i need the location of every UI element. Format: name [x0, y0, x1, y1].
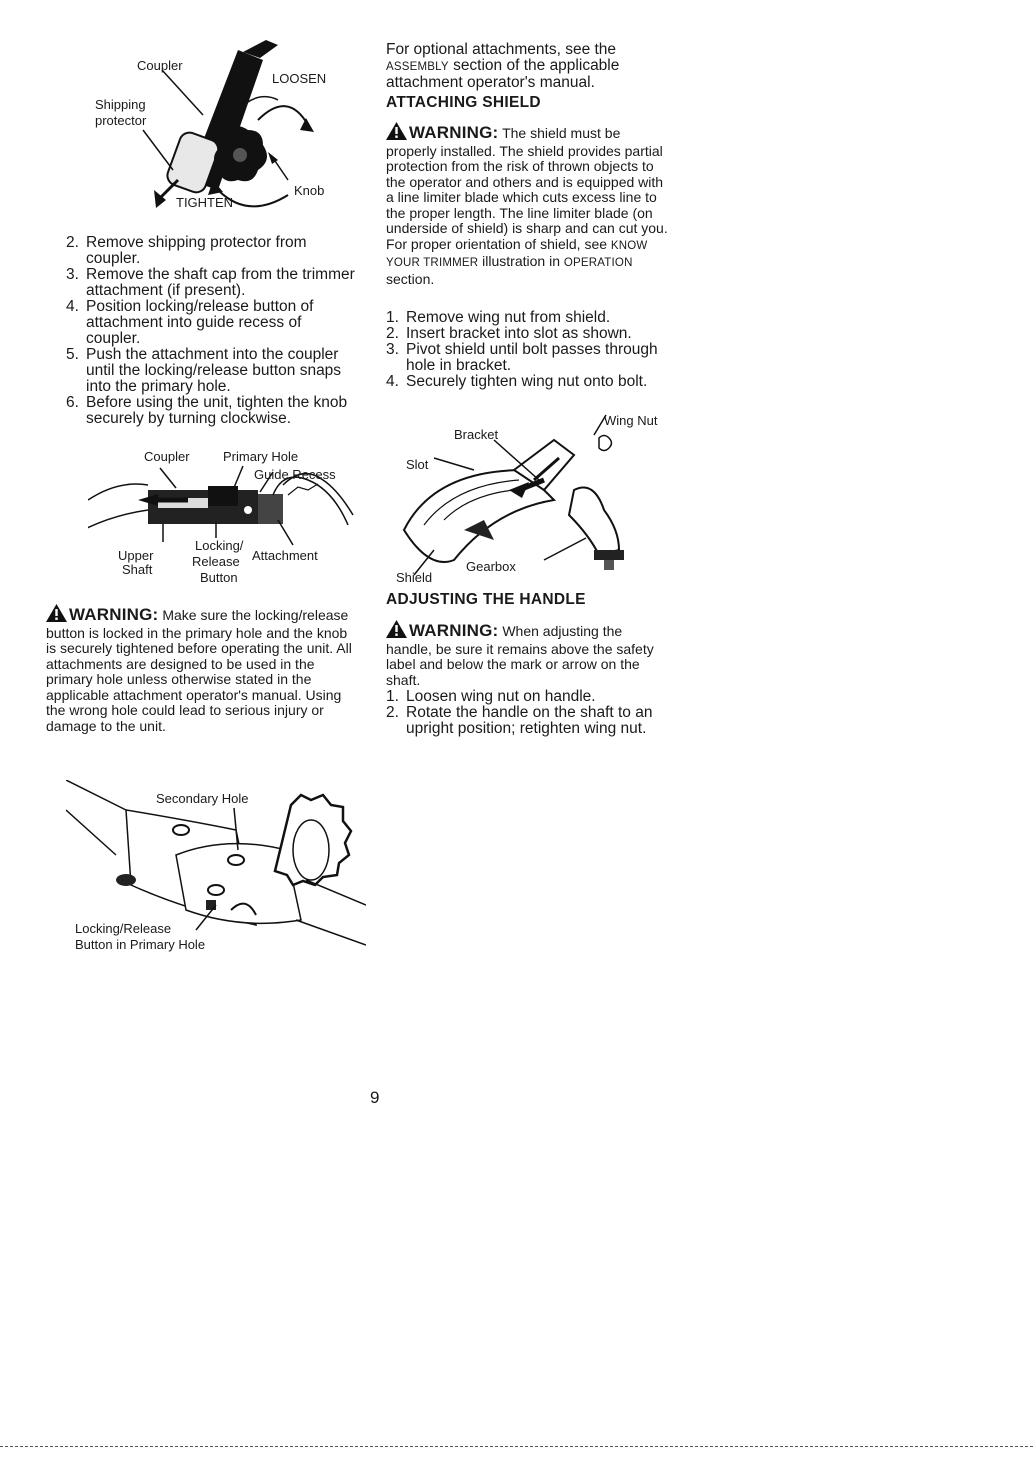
label-guide-recess: Guide Recess [254, 467, 336, 482]
heading-adjusting-handle: ADJUSTING THE HANDLE [386, 591, 586, 608]
label-wing-nut: Wing Nut [604, 413, 658, 428]
handle-steps-list [386, 689, 670, 737]
heading-attaching-shield: ATTACHING SHIELD [386, 94, 541, 111]
label-locking-release: Locking/Release [75, 921, 172, 936]
label-button: Button [200, 570, 238, 585]
warning-locking-button [46, 604, 352, 734]
step-item: 2. Insert bracket into slot as shown. [386, 325, 632, 342]
label-tighten: TIGHTEN [176, 195, 234, 210]
figure-secondary-hole [66, 780, 366, 960]
label-gearbox: Gearbox [466, 559, 516, 574]
label-bracket: Bracket [454, 427, 499, 442]
step-item: 4. Securely tighten wing nut onto bolt. [386, 373, 648, 390]
step-item: 3. Remove the shaft cap from the trimmer attachment (if present). [66, 266, 355, 299]
figure-coupler-knob [88, 40, 358, 220]
label-coupler: Coupler [137, 58, 183, 73]
page-number: 9 [370, 1088, 380, 1107]
step-item: 1. Remove wing nut from shield. [386, 309, 611, 326]
label-secondary-hole: Secondary Hole [156, 791, 249, 806]
warning-triangle-icon [46, 604, 67, 626]
label-coupler: Coupler [144, 449, 190, 464]
figure-attachment-coupler [88, 450, 358, 590]
label-primary-hole: Primary Hole [223, 449, 299, 464]
label-attachment: Attachment [252, 548, 318, 563]
label-protector: protector [95, 113, 147, 128]
step-item: 1. Loosen wing nut on handle. [386, 688, 596, 705]
warning-triangle-icon [386, 122, 407, 144]
warning-triangle-icon [386, 620, 407, 642]
step-item: 2. Rotate the handle on the shaft to an upright position; retighten wing nut. [386, 704, 653, 737]
shield-install-illustration [394, 410, 654, 590]
page-bottom-rule [0, 1446, 1033, 1447]
warning-shield: WARNING: The shield must be properly installed. The shield provides partial protection from the risk of thrown objects to the operator and others and is equipped with a line limiter blade which cuts excess line to the proper length. The line limiter blade (on underside of shield) is sharp and can cut you. For proper orientation of shield, see KNOW YOUR TRIMMER illustration in OPERATION section. [386, 123, 668, 287]
warning-title: WARNING: [69, 605, 159, 624]
step-item: 4. Position locking/release button of attachment into guide recess of coupler. [66, 298, 314, 347]
figure-shield-install [394, 410, 658, 590]
label-shield: Shield [396, 570, 433, 585]
label-upper: Upper [118, 548, 154, 563]
label-slot: Slot [406, 457, 429, 472]
label-loosen: LOOSEN [272, 71, 327, 86]
warning-title: WARNING: [409, 123, 499, 142]
warning-handle: WARNING: When adjusting the handle, be sure it remains above the safety label and below the mark or arrow on the shaft. [386, 621, 654, 688]
assembly-steps-list [66, 235, 356, 427]
label-knob: Knob [294, 183, 325, 198]
step-item: 5. Push the attachment into the coupler until the locking/release button snaps into the primary hole. [66, 346, 342, 395]
warning-text: Make sure the locking/release button is locked in the primary hole and the knob is securely tightened before operating the unit. All attachments are designed to be used in the primary hole unless otherwise stated in the applicable attachment operator's manual. Using the wrong hole could lead to serious injury or damage to the unit. [46, 607, 352, 734]
label-shipping: Shipping [95, 97, 146, 112]
optional-attachments-paragraph: For optional attachments, see the ASSEMBLY section of the applicable attachment operator's manual. [386, 41, 620, 91]
label-shaft: Shaft [122, 562, 153, 577]
warning-title: WARNING: [409, 621, 499, 640]
label-release: Release [192, 554, 240, 569]
shield-steps-list [386, 310, 670, 390]
step-item: 6. Before using the unit, tighten the knob securely by turning clockwise. [66, 394, 348, 427]
step-item: 2. Remove shipping protector from coupler. [66, 234, 307, 267]
step-item: 3. Pivot shield until bolt passes through hole in bracket. [386, 341, 658, 374]
label-button-primary: Button in Primary Hole [75, 937, 206, 952]
label-locking: Locking/ [195, 538, 244, 553]
